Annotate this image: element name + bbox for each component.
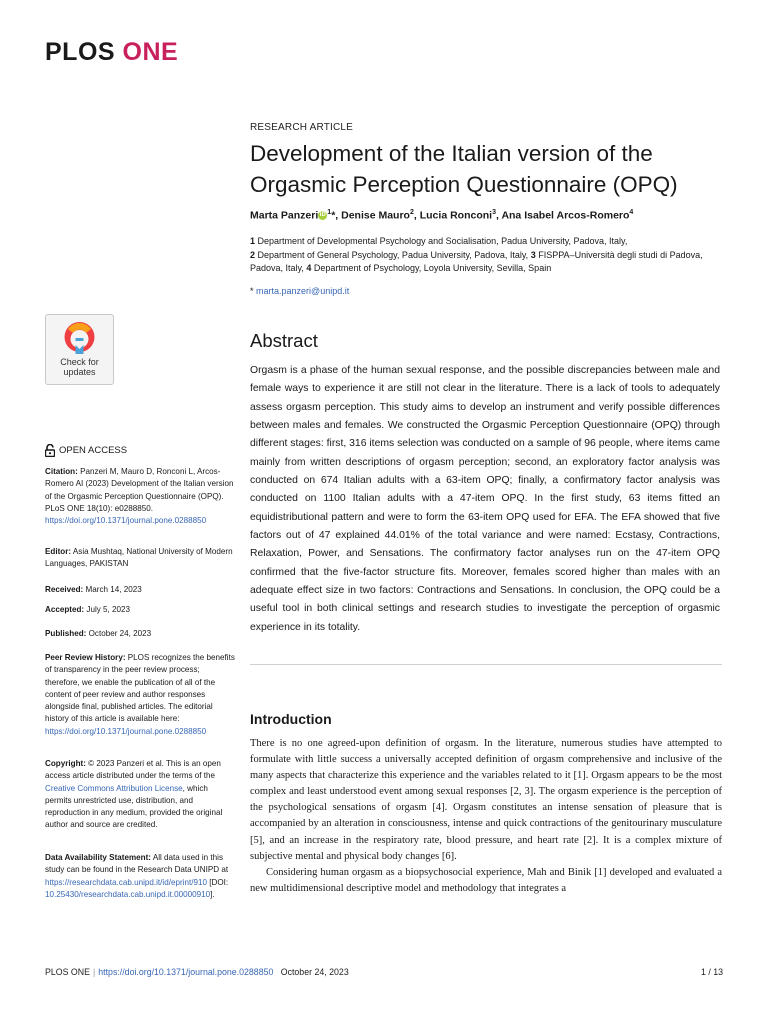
author-affil: 2 xyxy=(409,209,414,216)
article-title: Development of the Italian version of the Orgasmic Perception Questionnaire (OPQ) xyxy=(250,141,678,197)
check-updates-label: Check for updates xyxy=(60,357,99,377)
affiliations xyxy=(250,235,720,276)
author-name[interactable]: Ana Isabel Arcos-Romero xyxy=(501,209,630,222)
author-name[interactable]: Lucia Ronconi xyxy=(419,209,493,222)
open-access-badge xyxy=(45,444,127,457)
orcid-icon[interactable]: iD xyxy=(319,212,326,219)
journal-logo xyxy=(45,38,178,67)
open-lock-icon xyxy=(45,444,55,457)
open-access-label: OPEN ACCESS xyxy=(59,445,128,456)
affil-text: Department of Psychology, Loyola University, Sevilla, Spain xyxy=(313,263,552,273)
published-date: Published: October 24, 2023 xyxy=(45,629,152,638)
affil-number: 2 xyxy=(250,249,256,260)
citation-block: Citation: Panzeri M, Mauro D, Ronconi L, Arcos-Romero AI (2023) Development of the Italian version of the Orgasmic Perception Questionnaire (OPQ). PLoS ONE 18(10): e0288850. https://doi.org/10.1371/journal.pone.0288850 xyxy=(45,467,234,526)
citation-doi-link[interactable]: https://doi.org/10.1371/journal.pone.0288850 xyxy=(45,516,207,526)
email-link[interactable]: marta.panzeri@unipd.it xyxy=(256,286,350,296)
footer-journal: PLOS ONE xyxy=(45,967,90,977)
author-name[interactable]: Marta Panzeri xyxy=(250,209,319,222)
corresponding-star: * xyxy=(331,209,336,222)
author-name[interactable]: Denise Mauro xyxy=(341,209,410,222)
page-number: 1 / 13 xyxy=(700,967,723,977)
affil-number: 3 xyxy=(530,249,536,260)
peer-review-link[interactable]: https://doi.org/10.1371/journal.pone.0288850 xyxy=(45,726,207,736)
license-link[interactable]: Creative Commons Attribution License xyxy=(45,783,183,793)
check-for-updates-button[interactable] xyxy=(45,314,114,385)
affil-text: Department of General Psychology, Padua University, Padova, Italy, xyxy=(257,249,529,260)
corresponding-email xyxy=(250,286,349,296)
intro-paragraph: Considering human orgasm as a biopsychosocial experience, Mah and Binik [1] developed and evaluated a new multidimensional descriptive model and methodology that integrates a xyxy=(250,866,722,894)
section-divider xyxy=(250,664,722,665)
page-footer: PLOS ONE | https://doi.org/10.1371/journal.pone.0288850 October 24, 2023 xyxy=(45,967,349,977)
author-affil: 3 xyxy=(492,209,496,216)
intro-paragraph: There is no one agreed-upon definition of orgasm. In the literature, numerous studies have attempted to formulate with little success a universally accepted definition of orgasm comprehensive and inclusive of the many aspects that characterize this experience and the variables related to it [1]. Orgasm appears to be the most complex and least understood event among sexual responses [2, 3]. The orgasm experience is the perception of the psychological sensations of orgasm [4]. Orgasm constitutes an intense sensation of pleasure that is accompanied by an alteration in consciousness, intense and quick contractions of the genitourinary musculature [5], and an increase in the respiratory rate, blood pressure, and heart rate [2]. It is a complex mixture of subjective mental and physical body changes [6]. xyxy=(250,738,722,862)
data-availability-block: Data Availability Statement: All data used in this study can be found in the Research Data UNIPD at https://researchdata.cab.unipd.it/id/eprint/910 [DOI: 10.25430/researchdata.cab.unipd.it.00000910]. xyxy=(45,853,229,899)
crossmark-icon xyxy=(46,315,113,357)
affil-text: FISPPA–Università degli studi di Padova, Padova, Italy, xyxy=(250,249,703,273)
footer-doi-link[interactable]: https://doi.org/10.1371/journal.pone.0288850 xyxy=(98,967,274,977)
data-doi-link[interactable]: 10.25430/researchdata.cab.unipd.it.00000910 xyxy=(45,889,211,899)
editor-block: Editor: Asia Mushtaq, National University of Modern Languages, PAKISTAN xyxy=(45,547,233,569)
logo-plos: PLOS xyxy=(45,38,116,66)
affil-number: 1 xyxy=(250,236,256,246)
received-date: Received: March 14, 2023 xyxy=(45,585,142,594)
logo-one: ONE xyxy=(122,38,179,66)
author-affil: 4 xyxy=(629,209,634,216)
peer-review-block: Peer Review History: PLOS recognizes the benefits of transparency in the peer review process; therefore, we enable the publication of all of the content of peer review and author responses alongside final, published articles. The editorial history of this article is available here: https://doi.org/10.1371/journal.pone.0288850 xyxy=(45,653,235,736)
accepted-date: Accepted: July 5, 2023 xyxy=(45,605,131,614)
introduction-body xyxy=(250,736,722,897)
abstract-heading: Abstract xyxy=(250,330,318,351)
copyright-block: Copyright: © 2023 Panzeri et al. This is an open access article distributed under the terms of the Creative Commons Attribution License, which permits unrestricted use, distribution, and reproduction in any medium, provided the original author and source are credited. xyxy=(45,759,223,830)
article-type: RESEARCH ARTICLE xyxy=(250,122,354,133)
author-affil: 1 xyxy=(327,209,332,216)
abstract-text: Orgasm is a phase of the human sexual response, and the possible discrepancies between male and female ways to experience it are still not clear in the literature. There is a lack of tools to adequately assess orgasm perception. This study aims to develop an instrument and verify possible differences between males and females. We constructed the Orgasmic Perception Questionnaire (OPQ) through different stages: first, 316 items selection was conducted on a sample of 96 people, where items came mainly from written descriptions of orgasm perception; second, an exploratory factor analysis was conducted on 674 Italian adults with a 63-item OPQ; finally, a confirmatory factor analysis was conducted on 1100 Italian adults with a 47-item OPQ. In the first study, 63 items fitted an equidistributional pattern and were to form the 63-item OPQ used for EFA. The EFA showed that five factors out of 47 explained 44.01% of the total variance and were named: Ecstasy, Contractions, Relaxation, Power, and Sensations. The confirmatory factor analyses run on the 47-item OPQ confirmed that the five-factor structure fits. Moreover, females scored higher than males with an adequate effect size in two factors: Contractions and Sensations. In conclusion, the OPQ could be a useful tool in both clinical settings and research studies to investigate the perception of orgasmic experience in its totality. xyxy=(250,365,720,633)
affil-number: 4 xyxy=(306,263,312,273)
data-repository-link[interactable]: https://researchdata.cab.unipd.it/id/eprint/910 xyxy=(45,877,207,887)
corresponding-star: * xyxy=(250,286,254,296)
affil-text: Department of Developmental Psychology and Socialisation, Padua University, Padova, Italy, xyxy=(257,236,628,246)
introduction-heading: Introduction xyxy=(250,711,332,727)
footer-date: October 24, 2023 xyxy=(280,967,349,977)
author-list: Marta Panzeri iD $^1$*, Denise Mauro$^2$, Lucia Ronconi$^3$, Ana Isabel Arcos-Romero$^4$ xyxy=(250,209,634,222)
